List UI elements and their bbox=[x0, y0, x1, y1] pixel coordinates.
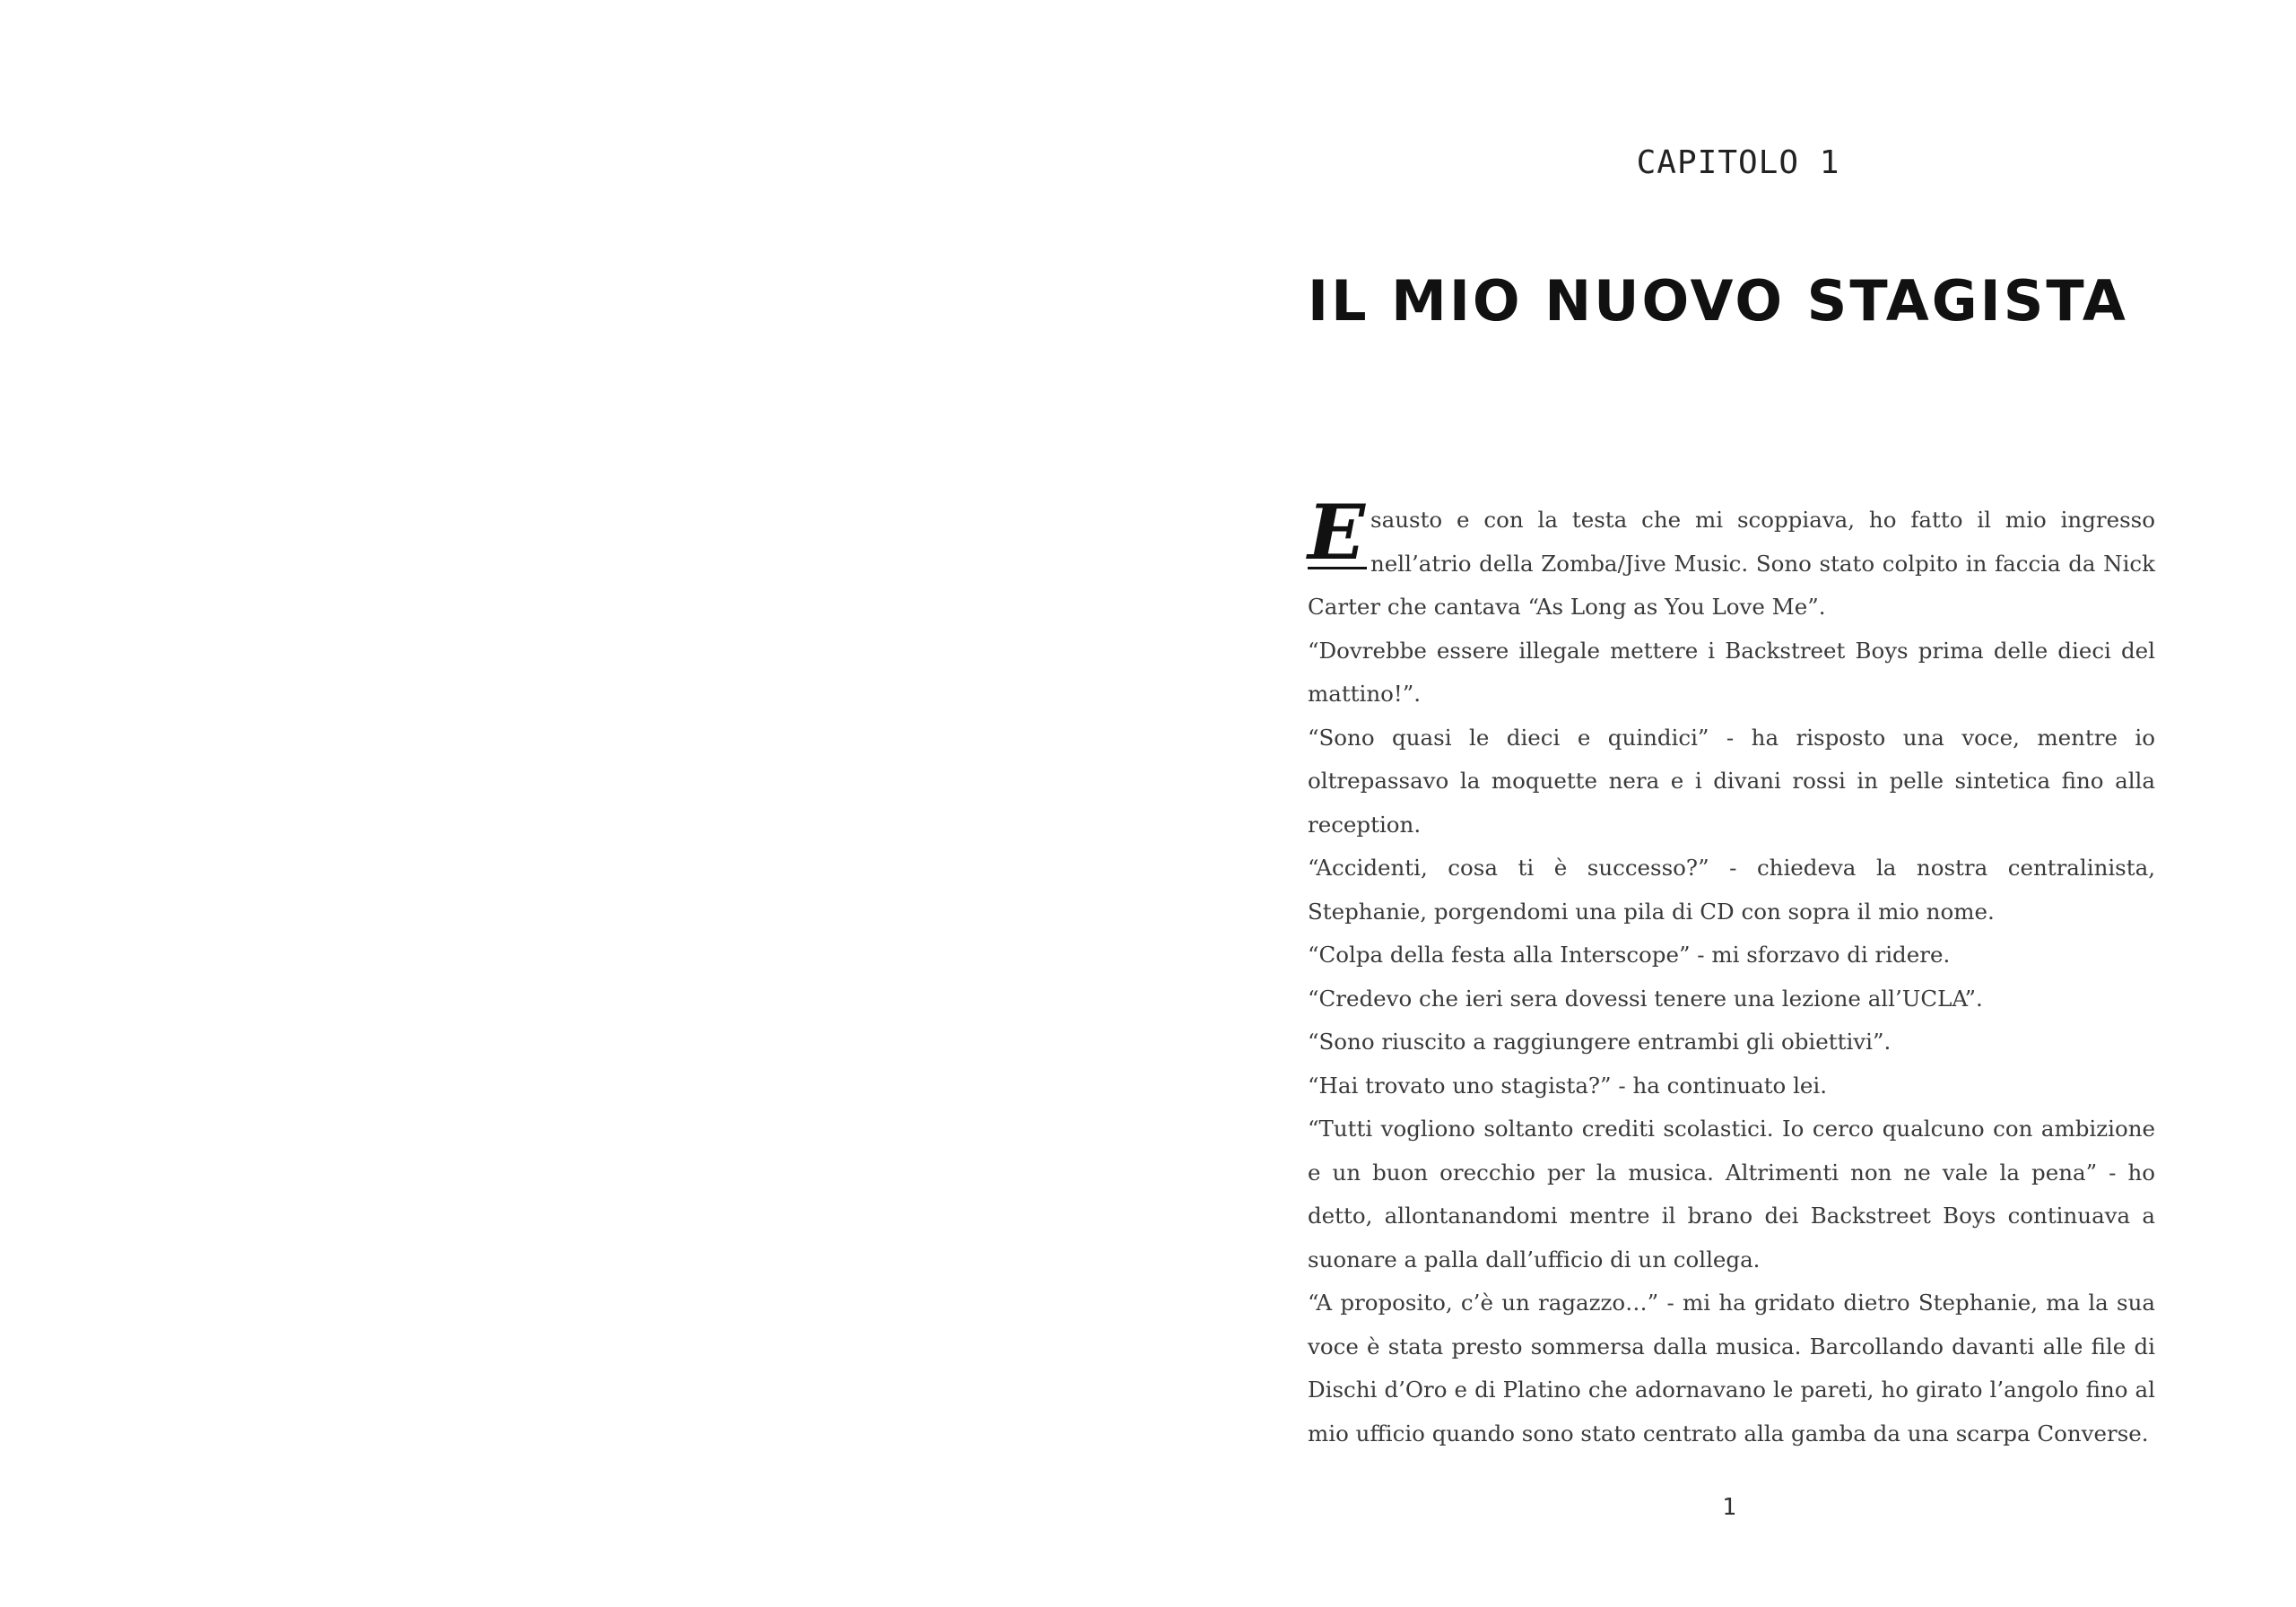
body-paragraph bbox=[1308, 488, 2155, 630]
body-paragraph: “Credevo che ieri sera dovessi tenere una lezione all’UCLA”. bbox=[1308, 985, 1983, 1012]
body-paragraph: “Hai trovato uno stagista?” - ha continuato lei. bbox=[1308, 1072, 1828, 1099]
chapter-label: CAPITOLO 1 bbox=[1636, 144, 1840, 181]
body-paragraph: “A proposito, c’è un ragazzo…” - mi ha gridato dietro Stephanie, ma la sua voce è stata presto sommersa dalla musica. Barcollando davanti alle file di Dischi d’Oro e di Platino che adornavano le pareti, ho girato l’angolo fino al mio ufficio quando sono stato centrato alla gamba da una scarpa Converse. bbox=[1308, 1290, 2155, 1446]
drop-cap: E bbox=[1308, 488, 1366, 577]
body-paragraph: “Tutti vogliono soltanto crediti scolastici. Io cerco qualcuno con ambizione e un buon orecchio per la musica. Altrimenti non ne vale la pena” - ho detto, allontanandomi mentre il brano dei Backstreet Boys continuava a suonare a palla dall’ufficio di un collega. bbox=[1308, 1116, 2155, 1273]
body-paragraph: “Sono riuscito a raggiungere entrambi gli obiettivi”. bbox=[1308, 1029, 1892, 1055]
body-paragraph: “Sono quasi le dieci e quindici” - ha risposto una voce, mentre io oltrepassavo la moquette nera e i divani rossi in pelle sintetica fino alla reception. bbox=[1308, 724, 2155, 838]
page-number: 1 bbox=[1722, 1494, 1736, 1521]
chapter-body bbox=[1308, 488, 2155, 1455]
chapter-title: IL MIO NUOVO STAGISTA bbox=[1308, 268, 2128, 334]
paragraph-text: sausto e con la testa che mi scoppiava, ho fatto il mio ingresso nell’atrio della Zomba/Jive Music. Sono stato colpito in faccia da Nick Carter che cantava “As Long as You Love Me”. bbox=[1308, 507, 2155, 620]
body-paragraph: “Accidenti, cosa ti è successo?” - chiedeva la nostra centralinista, Stephanie, porgendomi una pila di CD con sopra il mio nome. bbox=[1308, 855, 2155, 925]
body-paragraph: “Dovrebbe essere illegale mettere i Backstreet Boys prima delle dieci del mattino!”. bbox=[1308, 637, 2155, 707]
body-paragraph: “Colpa della festa alla Interscope” - mi sforzavo di ridere. bbox=[1308, 942, 1951, 968]
